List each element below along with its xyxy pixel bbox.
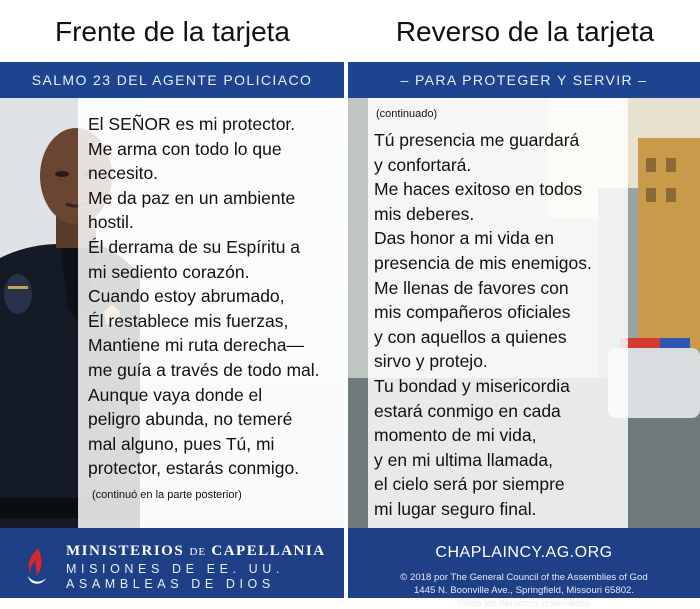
verse-line: El SEÑOR es mi protector. — [88, 114, 296, 134]
verse-line: presencia de mis enemigos. — [374, 252, 592, 273]
verse-line: peligro abunda, no temeré — [88, 409, 293, 430]
verse-line: sirvo y protejo. — [374, 351, 488, 372]
front-footer — [0, 528, 344, 598]
copyright-line-3: Todos los derechos reservados. — [456, 598, 592, 609]
verse-line: y con aquellos a quienes — [374, 326, 567, 347]
verse-line: Él restablece mis fuerzas, — [88, 310, 289, 331]
verse-line: Tú presencia me guardará — [374, 130, 580, 150]
front-heading: Frente de la tarjeta — [54, 16, 291, 47]
ministry-title — [66, 543, 326, 560]
verse-line: necesito. — [88, 163, 159, 184]
website-link[interactable]: CHAPLAINCY.AG.ORG — [435, 544, 613, 561]
ministry-line-3: ASAMBLEAS DE DIOS — [66, 577, 275, 591]
ministry-line-2: MISIONES DE EE. UU. — [66, 562, 284, 576]
ministry-title-main: MINISTERIOS — [66, 543, 185, 559]
verse-line: hostil. — [88, 212, 134, 233]
front-card — [0, 62, 344, 598]
verse-line: mis compañeros oficiales — [374, 302, 571, 323]
verse-line: el cielo será por siempre — [374, 474, 565, 495]
front-band-title: SALMO 23 DEL AGENTE POLICIACO — [0, 62, 344, 98]
copyright-line-1: © 2018 por The General Council of the Assemblies of God — [400, 572, 648, 583]
back-band-title: – PARA PROTEGER Y SERVIR – — [348, 62, 700, 98]
verse-line: Tu bondad y misericordia — [374, 375, 570, 396]
verse-line: mi sediento corazón. — [88, 261, 250, 282]
verse-line: Das honor a mi vida en — [374, 228, 554, 249]
verse-line: protector, estarás conmigo. — [88, 458, 300, 479]
psalm-text-back — [374, 128, 592, 522]
ministry-title-end: CAPELLANIA — [211, 543, 326, 559]
verse-line: Me llenas de favores con — [374, 277, 569, 298]
verse-line: me guía a través de todo mal. — [88, 359, 320, 380]
verse-line: estará conmigo en cada — [374, 400, 561, 421]
verse-line: Él derrama de su Espíritu a — [88, 236, 301, 257]
verse-line: Mantiene mi ruta derecha— — [88, 335, 304, 356]
back-card — [348, 62, 700, 609]
verse-line: momento de mi vida, — [374, 425, 537, 446]
verse-line: mal alguno, pues Tú, mi — [88, 433, 275, 454]
back-heading: Reverso de la tarjeta — [395, 16, 655, 47]
psalm-text-front — [88, 112, 320, 481]
continued-label: (continuado) — [376, 108, 438, 120]
verse-line: Me da paz en un ambiente — [88, 187, 296, 208]
verse-line: Cuando estoy abrumado, — [88, 286, 285, 307]
verse-line: mis deberes. — [374, 203, 475, 224]
ministry-title-de: DE — [189, 546, 207, 558]
copyright-line-2: 1445 N. Boonville Ave., Springfield, Missouri 65802. — [413, 585, 635, 596]
flame-logo-icon — [24, 546, 48, 586]
verse-line: y confortará. — [374, 154, 472, 175]
verse-line: Me haces exitoso en todos — [374, 179, 583, 200]
verse-line: Aunque vaya donde el — [88, 384, 263, 405]
verse-line: y en mi ultima llamada, — [374, 449, 553, 470]
continued-note: (continuó en la parte posterior) — [92, 489, 242, 501]
verse-line: Me arma con todo lo que — [88, 138, 282, 159]
verse-line: mi lugar seguro final. — [374, 498, 537, 519]
back-footer — [348, 528, 700, 609]
